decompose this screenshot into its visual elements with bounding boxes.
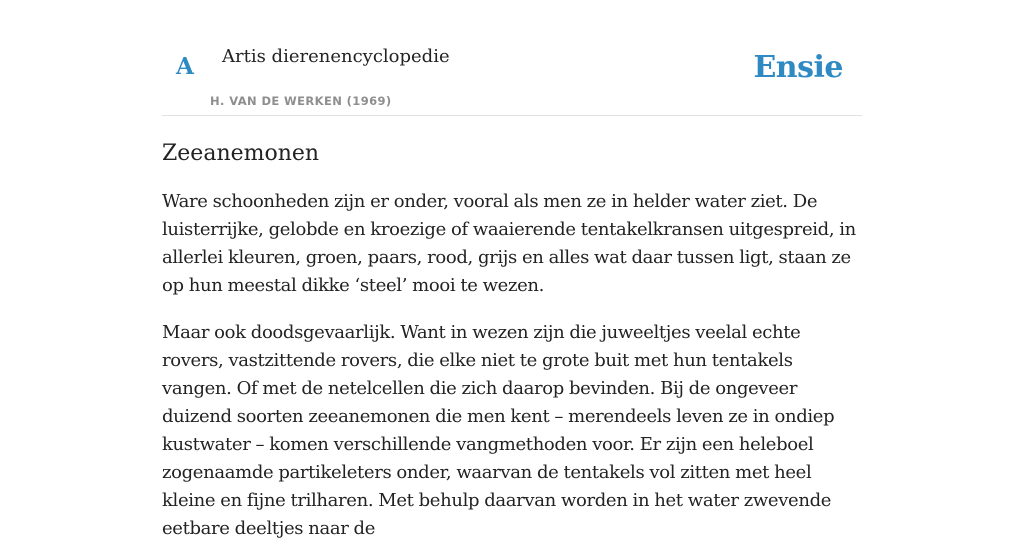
header	[162, 0, 862, 116]
ensie-logo[interactable]: Ensie	[753, 50, 843, 85]
book-author: H. VAN DE WERKEN (1969)	[210, 94, 392, 108]
article	[162, 138, 862, 543]
book-title[interactable]: Artis dierenencyclopedie	[222, 46, 450, 67]
article-title: Zeeanemonen	[162, 141, 320, 166]
article-paragraph: Ware schoonheden zijn er onder, vooral als men ze in helder water ziet. De luisterrijke, gelobde en kroezige of waaierende tentakelkransen uitgespreid, in allerlei kleuren, groen, paars, rood, grijs en alles wat daar tussen ligt, staan ze op hun meestal dikke ‘steel’ mooi te wezen.	[162, 191, 856, 296]
letter-index-link[interactable]: A	[176, 53, 194, 80]
article-paragraph: Maar ook doodsgevaarlijk. Want in wezen zijn die juweeltjes veelal echte rovers, vastzittende rovers, die elke niet te grote buit met hun tentakels vangen. Of met de netelcellen die zich daarop bevinden. Bij de ongeveer duizend soorten zeeanemonen die men kent – merendeels leven ze in ondiep kustwater – komen verschillende vangmethoden voor. Er zijn een heleboel zogenaamde partikeleters onder, waarvan de tentakels vol zitten met heel kleine en fijne trilharen. Met behulp daarvan worden in het water zwevende eetbare deeltjes naar de	[162, 322, 835, 539]
